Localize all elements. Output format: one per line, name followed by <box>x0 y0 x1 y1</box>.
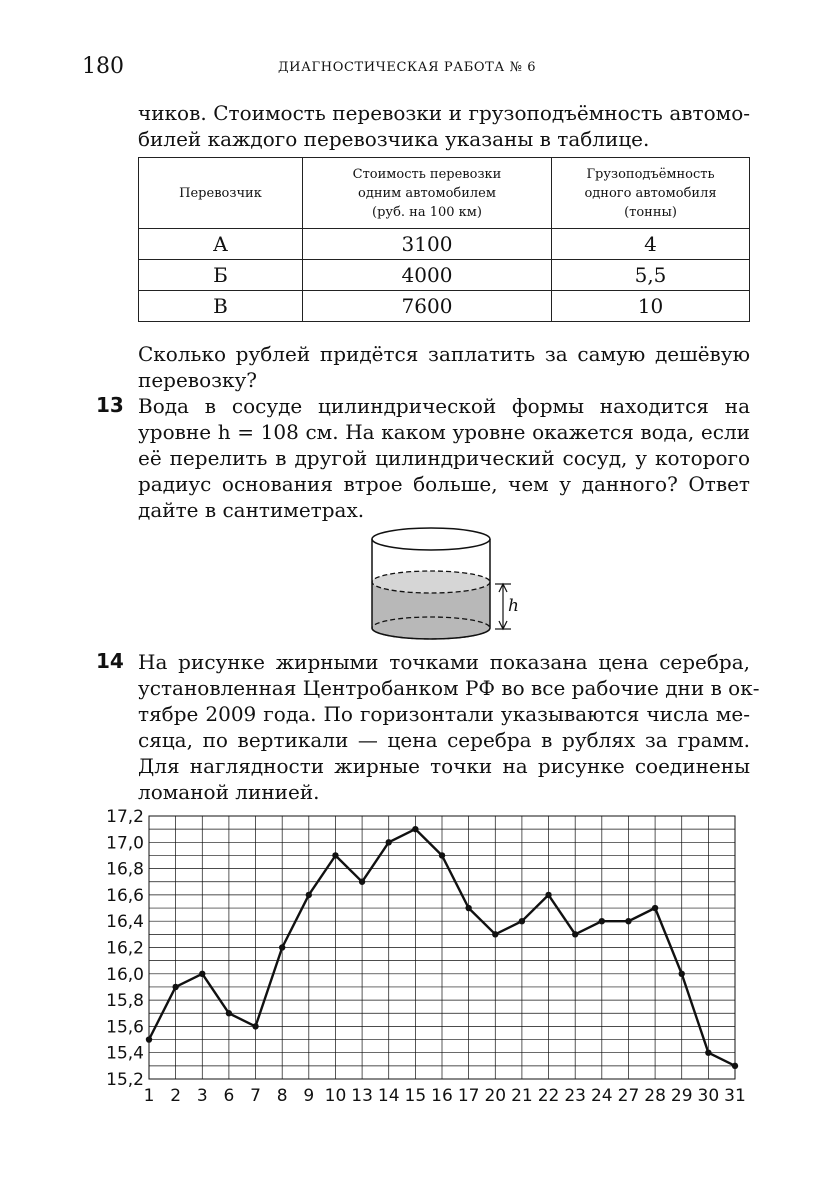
y-tick-label: 17,0 <box>106 833 144 854</box>
task12-intro <box>138 100 750 152</box>
y-tick-label: 16,4 <box>106 912 144 933</box>
table-row <box>139 229 750 260</box>
height-label: h <box>508 596 519 616</box>
x-tick-label: 8 <box>276 1086 288 1106</box>
x-tick-label: 22 <box>537 1086 560 1106</box>
x-tick-label: 31 <box>724 1086 746 1106</box>
x-tick-label: 2 <box>170 1086 182 1106</box>
y-tick-label: 15,2 <box>106 1070 144 1090</box>
y-axis-labels <box>106 807 144 1090</box>
text-line: тябре 2009 года. По горизонтали указываются числа ме- <box>138 702 750 726</box>
y-tick-label: 16,2 <box>106 938 144 959</box>
x-tick-label: 23 <box>564 1086 587 1106</box>
header-cost: Стоимость перевозки одним автомобилем (руб. на 100 км) <box>303 158 552 229</box>
x-axis-labels <box>144 1086 746 1106</box>
text-line: Сколько рублей придётся заплатить за самую дешёвую <box>138 342 750 366</box>
task14-number: 14 <box>96 649 124 673</box>
x-tick-label: 3 <box>196 1086 208 1106</box>
table-cell: 5,5 <box>552 260 750 291</box>
text-line: чиков. Стоимость перевозки и грузоподъёмность автомо- <box>138 101 750 125</box>
task13-text <box>138 393 750 523</box>
table-header-row <box>139 158 750 229</box>
table-row <box>139 291 750 322</box>
x-tick-label: 7 <box>250 1086 261 1106</box>
price-point <box>146 1036 152 1042</box>
table-cell: 10 <box>552 291 750 322</box>
price-point <box>226 1010 232 1016</box>
text-line: билей каждого перевозчика указаны в таблице. <box>138 127 650 151</box>
price-point <box>652 905 658 911</box>
water-surface <box>372 571 490 593</box>
x-tick-label: 14 <box>377 1086 400 1106</box>
price-point <box>679 971 685 977</box>
task14-text <box>138 649 760 805</box>
table-cell: 4 <box>552 229 750 260</box>
text-line: На рисунке жирными точками показана цена серебра, <box>138 650 750 674</box>
y-tick-label: 16,0 <box>106 964 144 985</box>
text-line: уровне h = 108 см. На каком уровне окажется вода, если <box>138 420 750 444</box>
carriers-table <box>138 157 750 322</box>
x-tick-label: 27 <box>617 1086 640 1106</box>
price-point <box>705 1050 711 1056</box>
price-point <box>439 852 445 858</box>
text-line: Вода в сосуде цилиндрической формы находится на <box>138 394 750 418</box>
y-tick-label: 16,8 <box>106 859 144 880</box>
x-tick-label: 6 <box>223 1086 235 1106</box>
silver-price-chart <box>86 806 766 1116</box>
text-line: дайте в сантиметрах. <box>138 498 365 522</box>
price-point <box>359 879 365 885</box>
page-number: 180 <box>82 54 124 79</box>
text-line: установленная Центробанком РФ во все рабочие дни в ок- <box>138 676 760 700</box>
price-point <box>386 839 392 845</box>
text-line: её перелить в другой цилиндрический сосуд, у которого <box>138 446 750 470</box>
price-point <box>572 931 578 937</box>
price-point <box>332 852 338 858</box>
table-cell: Б <box>139 260 303 291</box>
text-line: Для наглядности жирные точки на рисунке соединены <box>138 754 750 778</box>
running-head: ДИАГНОСТИЧЕСКАЯ РАБОТА № 6 <box>278 60 537 75</box>
price-point <box>465 905 471 911</box>
table-cell: В <box>139 291 303 322</box>
table-row <box>139 260 750 291</box>
price-point <box>519 918 525 924</box>
table-cell: А <box>139 229 303 260</box>
table-cell: 7600 <box>303 291 552 322</box>
table-cell: 3100 <box>303 229 552 260</box>
x-tick-label: 15 <box>404 1086 427 1106</box>
x-tick-label: 30 <box>697 1086 720 1106</box>
price-point <box>306 892 312 898</box>
header-carrier: Перевозчик <box>139 158 303 229</box>
price-point <box>279 944 285 950</box>
x-tick-label: 17 <box>457 1086 480 1106</box>
task12-question <box>138 341 750 393</box>
cylinder-top <box>372 528 490 550</box>
text-line: ломаной линией. <box>138 780 320 804</box>
x-tick-label: 20 <box>484 1086 507 1106</box>
x-tick-label: 24 <box>590 1086 613 1106</box>
table-cell: 4000 <box>303 260 552 291</box>
x-tick-label: 16 <box>431 1086 453 1106</box>
price-point <box>252 1023 258 1029</box>
x-tick-label: 13 <box>351 1086 373 1106</box>
price-point <box>199 971 205 977</box>
x-tick-label: 9 <box>303 1086 315 1106</box>
price-point <box>625 918 631 924</box>
y-tick-label: 15,8 <box>106 991 144 1012</box>
cylinder-figure <box>355 522 535 646</box>
text-line: перевозку? <box>138 368 258 392</box>
x-tick-label: 29 <box>670 1086 693 1106</box>
price-point <box>412 826 418 832</box>
x-tick-label: 1 <box>143 1086 155 1106</box>
header-capacity: Грузоподъёмность одного автомобиля (тонны) <box>552 158 750 229</box>
price-point <box>599 918 605 924</box>
task13-number: 13 <box>96 393 124 417</box>
y-tick-label: 15,6 <box>106 1017 144 1038</box>
text-line: радиус основания втрое больше, чем у данного? Ответ <box>138 472 750 496</box>
price-point <box>732 1063 738 1069</box>
x-tick-label: 28 <box>644 1086 666 1106</box>
y-tick-label: 17,2 <box>106 807 144 827</box>
y-tick-label: 15,4 <box>106 1043 144 1064</box>
price-point <box>492 931 498 937</box>
x-tick-label: 10 <box>324 1086 347 1106</box>
y-tick-label: 16,6 <box>106 885 144 906</box>
price-point <box>545 892 551 898</box>
x-tick-label: 21 <box>511 1086 533 1106</box>
price-point <box>172 984 178 990</box>
text-line: сяца, по вертикали — цена серебра в рублях за грамм. <box>138 728 750 752</box>
